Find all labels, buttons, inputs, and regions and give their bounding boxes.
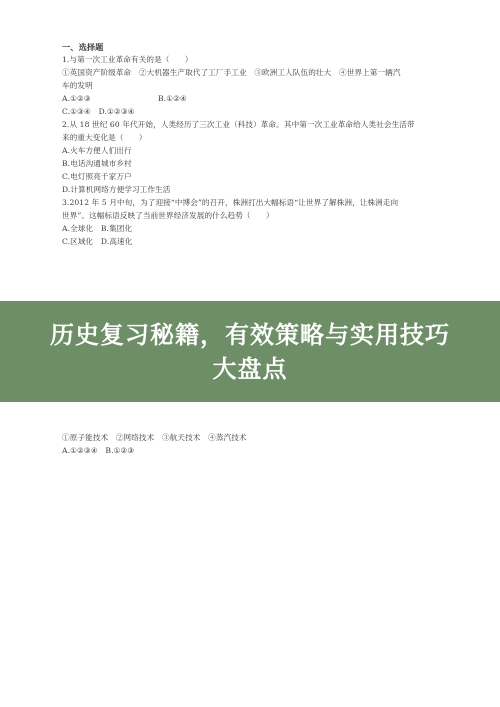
section-title: 一、选择题 (62, 42, 104, 52)
q1-choices-row1 (62, 94, 460, 104)
q2-stem-line1: 2.从 18 世纪 60 年代开始，人类经历了三次工业（科技）革命。其中第一次工业革命给人类社会生活带 (62, 120, 415, 129)
banner-title: 历史复习秘籍，有效策略与实用技巧大盘点 (50, 320, 450, 383)
q3-options-cd: C.区域化 D.高速化 (62, 237, 133, 246)
q3-stem-line2: 世界”。这幅标语反映了当前世界经济发展的什么趋势（ ） (62, 211, 274, 220)
q3-options-ab: A.全球化 B.集团化 (62, 224, 133, 233)
q2-stem-line2: 来的重大变化是（ ） (62, 133, 147, 142)
q4-choices: A.①②③④ B.①②③ (62, 446, 135, 455)
q1-choice-a: A.①②③ (62, 94, 91, 103)
q4-options: ①原子能技术 ②网络技术 ③航天技术 ④蒸汽技术 (62, 433, 247, 442)
q3-stem-line1: 3.2012 年 5 月中旬，为了迎接“中博会”的召开，株洲打出大幅标语“让世界了解株洲，让株洲走向 (62, 198, 399, 207)
q2-option-b: B.电话沟通城市乡村 (62, 159, 132, 168)
q1-options-line2: 车的发明 (62, 81, 93, 90)
q1-choices-row2: C.①③④ D.①②③④ (62, 107, 135, 116)
q2-option-c: C.电灯照亮千家万户 (62, 172, 132, 181)
q1-options-line1: ①英国资产阶级革命 ②大机器生产取代了工厂手工业 ③欧洲工人队伍的壮大 ④世界上第一辆汽 (62, 68, 401, 77)
q2-option-a: A.火车方便人们出行 (62, 146, 132, 155)
title-banner (0, 301, 500, 402)
q1-choice-b: B.①②④ (158, 94, 187, 103)
q1-stem: 1.与第一次工业革命有关的是（ ） (62, 55, 193, 64)
q2-option-d: D.计算机网络方便学习工作生活 (62, 185, 171, 194)
